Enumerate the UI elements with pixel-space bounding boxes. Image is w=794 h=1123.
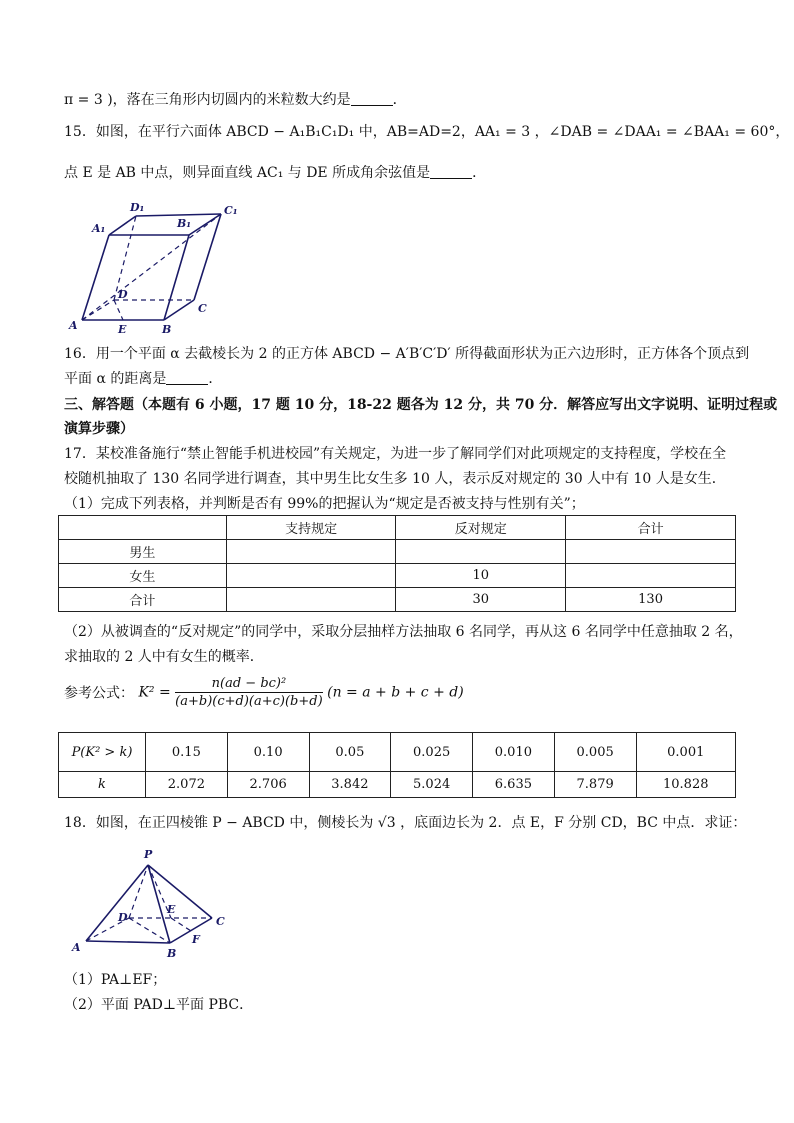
table-cell: 0.15 (146, 733, 228, 772)
table-header (59, 516, 227, 540)
pyramid-figure (64, 845, 244, 965)
table-cell: 6.635 (473, 772, 555, 798)
table-cell: 30 (396, 588, 566, 612)
label-f: F (192, 933, 200, 946)
table-cell (566, 540, 736, 564)
label-b: B (162, 323, 172, 336)
table-cell: 5.024 (391, 772, 473, 798)
table-cell: 2.706 (227, 772, 309, 798)
table-row (59, 772, 736, 798)
label-d1: D₁ (130, 201, 145, 214)
q18-part2: （2）平面 PAD⊥平面 PBC． (64, 997, 254, 1013)
formula-condition: (n = a + b + c + d) (327, 684, 464, 701)
label-d: D (118, 911, 128, 924)
table-header: 支持规定 (226, 516, 396, 540)
q15-line2: 点 E 是 AB 中点，则异面直线 AC₁ 与 DE 所成角余弦值是 ． (64, 165, 487, 181)
table-cell: 0.05 (309, 733, 391, 772)
label-a: A (72, 941, 81, 954)
formula-denominator: (a+b)(c+d)(a+c)(b+d) (175, 694, 323, 709)
formula-numerator: n(ad − bc)² (175, 676, 323, 693)
formula-fraction (175, 676, 323, 709)
q18-part1: （1）PA⊥EF； (64, 972, 167, 988)
label-b: B (167, 947, 177, 960)
table-row-label: k (59, 772, 146, 798)
q16-line2-text: 平面 α 的距离是 (64, 371, 167, 387)
table-cell (396, 540, 566, 564)
table-cell: 0.025 (391, 733, 473, 772)
label-b1: B₁ (177, 217, 192, 230)
table-cell: 7.879 (554, 772, 636, 798)
label-d: D (118, 288, 128, 301)
answer-blank (430, 164, 472, 179)
table-cell: 3.842 (309, 772, 391, 798)
table-cell: 男生 (59, 540, 227, 564)
contingency-table (58, 515, 736, 612)
label-c: C (216, 915, 225, 928)
table-cell: 2.072 (146, 772, 228, 798)
label-e: E (167, 903, 176, 916)
q15-line2-text: 点 E 是 AB 中点，则异面直线 AC₁ 与 DE 所成角余弦值是 (64, 165, 431, 181)
table-row (59, 588, 736, 612)
q17-line1: 17．某校准备施行“禁止智能手机进校园”有关规定，为进一步了解同学们对此项规定的支持程度，学校在全 (64, 446, 727, 462)
formula-lhs: K² = (138, 684, 171, 701)
table-cell (566, 564, 736, 588)
table-cell: 10.828 (636, 772, 736, 798)
table-cell: 0.005 (554, 733, 636, 772)
label-c: C (198, 302, 207, 315)
q17-part1: （1）完成下列表格，并判断是否有 99%的把握认为“规定是否被支持与性别有关”； (64, 496, 585, 512)
q15-line1: 15．如图，在平行六面体 ABCD − A₁B₁C₁D₁ 中，AB=AD=2，AA₁ = 3 ，∠DAB = ∠DAA₁ = ∠BAA₁ = 60°， (64, 124, 790, 140)
table-row (59, 733, 736, 772)
critical-value-table (58, 732, 736, 798)
table-header: 反对规定 (396, 516, 566, 540)
label-c1: C₁ (224, 204, 238, 217)
table-cell (226, 588, 396, 612)
q14-tail: π = 3 )，落在三角形内切圆内的米粒数大约是 ． (64, 92, 407, 108)
reference-formula (64, 676, 464, 720)
q17-line2: 校随机抽取了 130 名同学进行调查，其中男生比女生多 10 人，表示反对规定的 30 人中有 10 人是女生． (64, 471, 726, 487)
table-row-label: P(K² > k) (59, 733, 146, 772)
label-e: E (118, 323, 127, 336)
table-cell: 合计 (59, 588, 227, 612)
label-p: P (144, 848, 153, 861)
table-row (59, 516, 736, 540)
table-cell: 0.10 (227, 733, 309, 772)
table-cell: 130 (566, 588, 736, 612)
section3-line1: 三、解答题（本题有 6 小题，17 题 10 分，18-22 题各为 12 分，共 70 分．解答应写出文字说明、证明过程或 (64, 397, 778, 413)
q14-tail-text: π = 3 )，落在三角形内切圆内的米粒数大约是 (64, 92, 351, 108)
parallelepiped-figure (64, 200, 254, 340)
q16-line1: 16．用一个平面 α 去截棱长为 2 的正方体 ABCD − A′B′C′D′ 所得截面形状为正六边形时，正方体各个顶点到 (64, 346, 750, 362)
q18-line1: 18．如图，在正四棱锥 P − ABCD 中，侧棱长为 √3 ，底面边长为 2．点 E，F 分别 CD，BC 中点．求证： (64, 815, 747, 831)
answer-blank (166, 370, 208, 385)
answer-blank (351, 91, 393, 106)
section3-line2: 演算步骤） (64, 421, 134, 437)
table-row (59, 564, 736, 588)
table-row (59, 540, 736, 564)
table-cell: 0.001 (636, 733, 736, 772)
q16-line2: 平面 α 的距离是 ． (64, 371, 223, 387)
formula-label: 参考公式： (64, 685, 134, 702)
q17-part2-line2: 求抽取的 2 人中有女生的概率． (64, 649, 264, 665)
table-cell (226, 540, 396, 564)
table-cell: 10 (396, 564, 566, 588)
q17-part2-line1: （2）从被调查的“反对规定”的同学中，采取分层抽样方法抽取 6 名同学，再从这 6 名同学中任意抽取 2 名， (64, 624, 743, 640)
table-header: 合计 (566, 516, 736, 540)
table-cell: 女生 (59, 564, 227, 588)
label-a: A (69, 319, 78, 332)
table-cell (226, 564, 396, 588)
table-cell: 0.010 (473, 733, 555, 772)
label-a1: A₁ (92, 222, 106, 235)
